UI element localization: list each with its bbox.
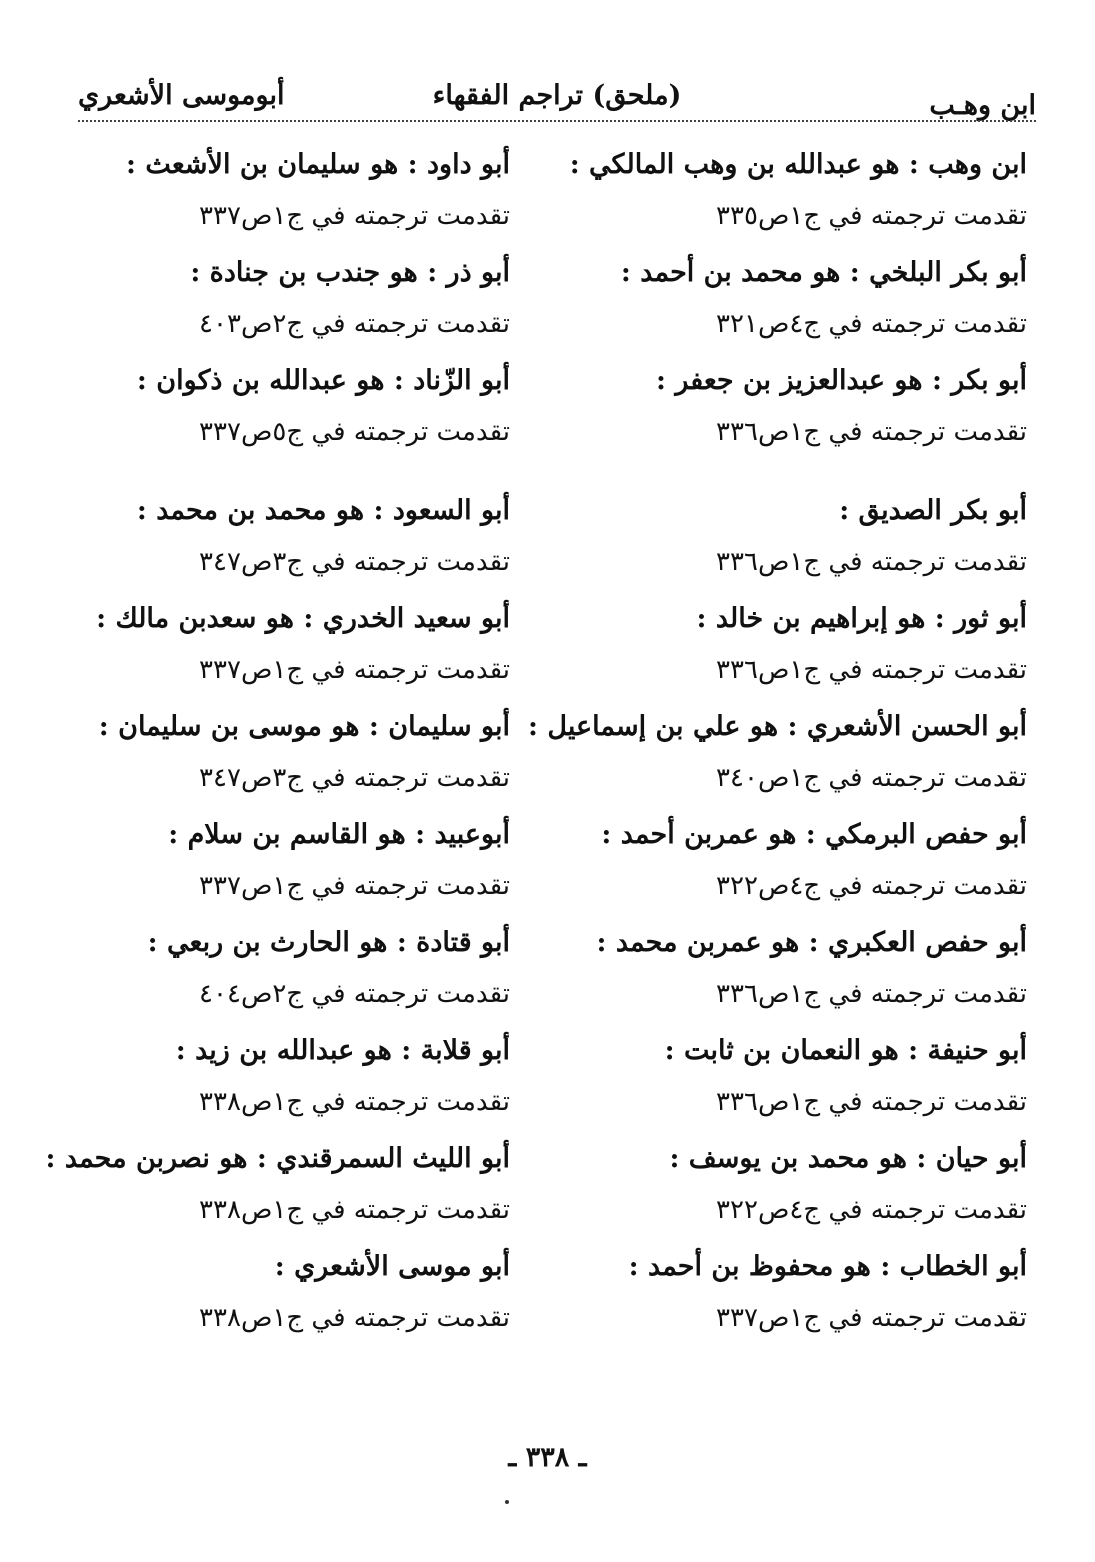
entry-title: أبو ذر : هو جندب بن جنادة : [190, 257, 510, 288]
entry-title: أبو حيان : هو محمد بن يوسف : [669, 1143, 1027, 1174]
entry-title: أبو حفص البرمكي : هو عمربن أحمد : [601, 819, 1027, 850]
entry [557, 1026, 1027, 1128]
entry-reference: تقدمت ترجمته في ج١ص٣٣٨ [199, 1087, 510, 1117]
entry-reference: تقدمت ترجمته في ج١ص٣٣٧ [716, 1303, 1027, 1333]
entry-reference: تقدمت ترجمته في ج٢ص٤٠٤ [199, 979, 510, 1009]
entry-reference: تقدمت ترجمته في ج١ص٣٣٦ [716, 547, 1027, 577]
entry [557, 1134, 1027, 1236]
entry-reference: تقدمت ترجمته في ج١ص٣٤٠ [716, 763, 1027, 793]
entry [70, 1026, 510, 1128]
entry-title: أبو بكر الصديق : [839, 495, 1027, 526]
header-left-term: أبوموسى الأشعري [78, 80, 285, 111]
entry-title: أبو الخطاب : هو محفوظ بن أحمد : [628, 1251, 1027, 1282]
entry [70, 918, 510, 1020]
entry-reference: تقدمت ترجمته في ج١ص٣٣٥ [716, 201, 1027, 231]
entry [557, 1242, 1027, 1344]
entry [557, 918, 1027, 1020]
entry [557, 810, 1027, 912]
entry-reference: تقدمت ترجمته في ج٤ص٣٢٢ [716, 871, 1027, 901]
spacer [557, 464, 1027, 486]
spacer [70, 464, 510, 486]
entry-title: ابن وهب : هو عبدالله بن وهب المالكي : [569, 149, 1027, 180]
entry-reference: تقدمت ترجمته في ج١ص٣٣٨ [199, 1303, 510, 1333]
entry-title: أبو بكر : هو عبدالعزيز بن جعفر : [655, 365, 1027, 396]
left-column [45, 140, 510, 1350]
entry-title: أبو الزّناد : هو عبدالله بن ذكوان : [136, 365, 510, 396]
entry-reference: تقدمت ترجمته في ج١ص٣٣٧ [199, 655, 510, 685]
entry-reference: تقدمت ترجمته في ج٤ص٣٢٢ [716, 1195, 1027, 1225]
entry-reference: تقدمت ترجمته في ج٤ص٣٢١ [716, 309, 1027, 339]
entry-title: أبوعبيد : هو القاسم بن سلام : [168, 819, 510, 850]
entry-title: أبو الحسن الأشعري : هو علي بن إسماعيل : [528, 711, 1027, 742]
entry [70, 140, 510, 242]
entry-reference: تقدمت ترجمته في ج١ص٣٣٦ [716, 979, 1027, 1009]
entry-reference: تقدمت ترجمته في ج٣ص٣٤٧ [199, 763, 510, 793]
entry-title: أبو موسى الأشعري : [274, 1251, 510, 1282]
entry-reference: تقدمت ترجمته في ج١ص٣٣٦ [716, 655, 1027, 685]
entry-reference: تقدمت ترجمته في ج١ص٣٣٨ [199, 1195, 510, 1225]
scan-dot [505, 1500, 509, 1504]
entry [70, 810, 510, 912]
entry [70, 356, 510, 458]
right-column [528, 140, 1027, 1350]
entry-title: أبو الليث السمرقندي : هو نصربن محمد : [45, 1143, 510, 1174]
entry [557, 356, 1027, 458]
page-number: ـ ٣٣٨ ـ [508, 1442, 587, 1473]
entry-title: أبو بكر البلخي : هو محمد بن أحمد : [620, 257, 1027, 288]
entry-reference: تقدمت ترجمته في ج١ص٣٣٧ [199, 201, 510, 231]
entry-title: أبو حفص العكبري : هو عمربن محمد : [596, 927, 1027, 958]
entry-title: أبو قتادة : هو الحارث بن ربعي : [147, 927, 510, 958]
entry-title: أبو سعيد الخدري : هو سعدبن مالك : [96, 603, 510, 634]
entry-title: أبو السعود : هو محمد بن محمد : [136, 495, 510, 526]
entry-title: أبو حنيفة : هو النعمان بن ثابت : [664, 1035, 1027, 1066]
entry-title: أبو داود : هو سليمان بن الأشعث : [126, 149, 510, 180]
entry-title: أبو سليمان : هو موسى بن سليمان : [98, 711, 510, 742]
entry-reference: تقدمت ترجمته في ج٥ص٣٣٧ [199, 417, 510, 447]
entry-reference: تقدمت ترجمته في ج٣ص٣٤٧ [199, 547, 510, 577]
entry [70, 1242, 510, 1344]
entry-reference: تقدمت ترجمته في ج١ص٣٣٦ [716, 417, 1027, 447]
entry [70, 486, 510, 588]
entry-reference: تقدمت ترجمته في ج١ص٣٣٧ [199, 871, 510, 901]
entry-reference: تقدمت ترجمته في ج١ص٣٣٦ [716, 1087, 1027, 1117]
header-section-title: (ملحق) تراجم الفقهاء [432, 80, 682, 111]
entry [557, 248, 1027, 350]
header-right-term: ابن وهـب [929, 90, 1036, 121]
header-dotted-rule [78, 120, 1036, 122]
entry [70, 594, 510, 696]
entry [557, 594, 1027, 696]
page-header [78, 80, 1036, 124]
entry [45, 1134, 510, 1236]
entry [557, 140, 1027, 242]
entry-title: أبو قلابة : هو عبدالله بن زيد : [175, 1035, 510, 1066]
entry-reference: تقدمت ترجمته في ج٢ص٤٠٣ [199, 309, 510, 339]
entry [70, 702, 510, 804]
entry [557, 486, 1027, 588]
entry [70, 248, 510, 350]
entry [528, 702, 1027, 804]
entry-title: أبو ثور : هو إبراهيم بن خالد : [696, 603, 1027, 634]
